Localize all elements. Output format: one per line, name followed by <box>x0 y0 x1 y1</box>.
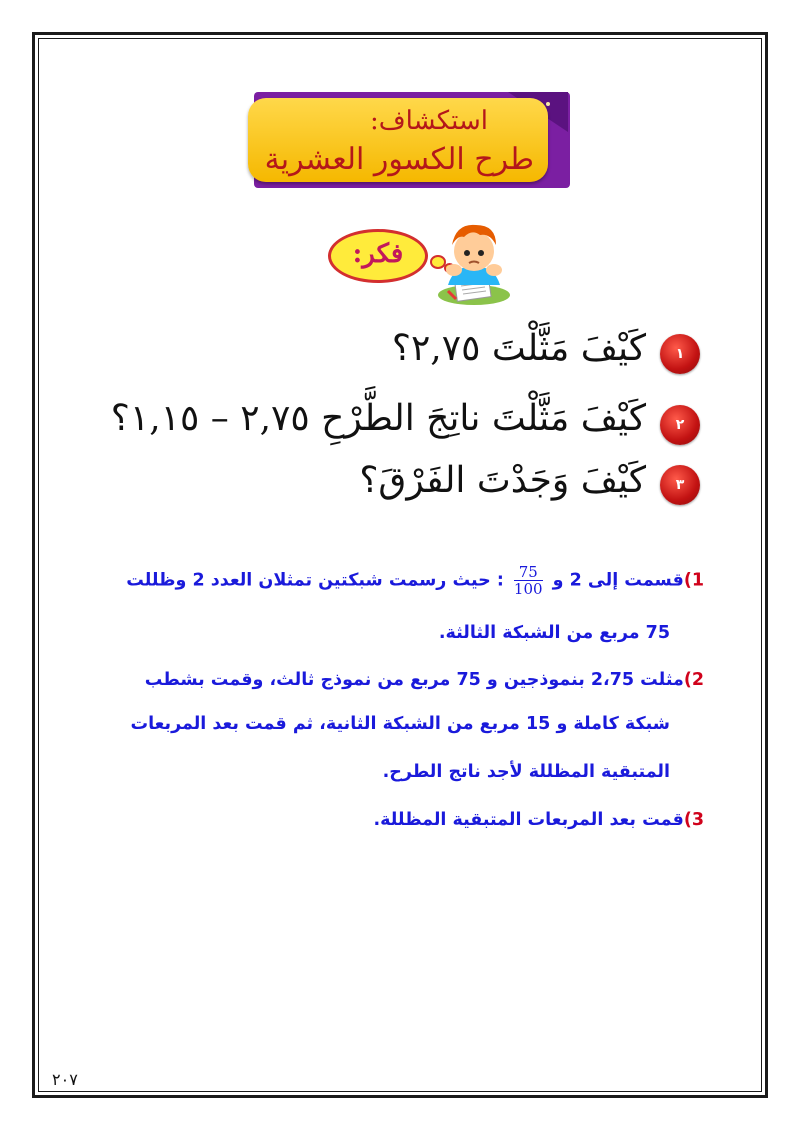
think-label: فكر: <box>352 239 404 269</box>
title-line-2: طرح الكسور العشرية <box>264 142 534 177</box>
answer-1-line-1 <box>126 564 704 597</box>
answer-2-line-1 <box>145 670 704 690</box>
fraction-denominator: 100 <box>513 580 543 598</box>
question-1: كَيْفَ مَثَّلْتَ ٢,٧٥؟ <box>391 328 646 369</box>
answer-1-number: 1) <box>683 570 704 591</box>
title-banner <box>248 92 570 188</box>
answer-1-line-2: 75 مربع من الشبكة الثالثة. <box>438 623 670 643</box>
think-section <box>322 215 512 310</box>
answer-3-text: قمت بعد المربعات المتبقية المظللة. <box>373 810 684 830</box>
answer-2-number: 2) <box>683 670 704 690</box>
answer-1-text-b: : حيث رسمت شبكتين تمثلان العدد 2 وظللت <box>126 570 504 591</box>
question-badge-2 <box>660 405 700 445</box>
answer-3-line-1 <box>374 810 704 830</box>
question-badge-3 <box>660 465 700 505</box>
question-3: كَيْفَ وَجَدْتَ الفَرْقَ؟ <box>359 460 646 501</box>
banner-yellow-card <box>248 98 548 182</box>
fraction-75-over-100 <box>514 564 543 597</box>
badge-number: ٢ <box>675 417 685 433</box>
page-number: ٢٠٧ <box>52 1070 78 1089</box>
badge-number: ٣ <box>675 477 685 493</box>
question-2: كَيْفَ مَثَّلْتَ ناتِجَ الطَّرْحِ ٢,٧٥ – ١,١٥؟ <box>110 398 646 439</box>
question-badge-1 <box>660 334 700 374</box>
answer-3-number: 3) <box>683 810 704 830</box>
answer-2-line-3: المتبقية المظللة لأجد ناتج الطرح. <box>382 762 670 782</box>
answer-1-text-a: قسمت إلى 2 و <box>552 570 684 591</box>
badge-number: ١ <box>675 346 685 362</box>
thinking-boy-icon <box>434 215 512 307</box>
title-line-1: استكشاف: <box>369 106 488 136</box>
answer-2-line-2: شبكة كاملة و 15 مربع من الشبكة الثانية، ثم قمت بعد المربعات <box>130 714 670 734</box>
fraction-numerator: 75 <box>514 564 543 581</box>
answer-2-text: مثلت 2،75 بنموذجين و 75 مربع من نموذج ثالث، وقمت بشطب <box>144 670 684 690</box>
think-cloud <box>328 229 428 283</box>
banner-dot <box>546 102 550 106</box>
